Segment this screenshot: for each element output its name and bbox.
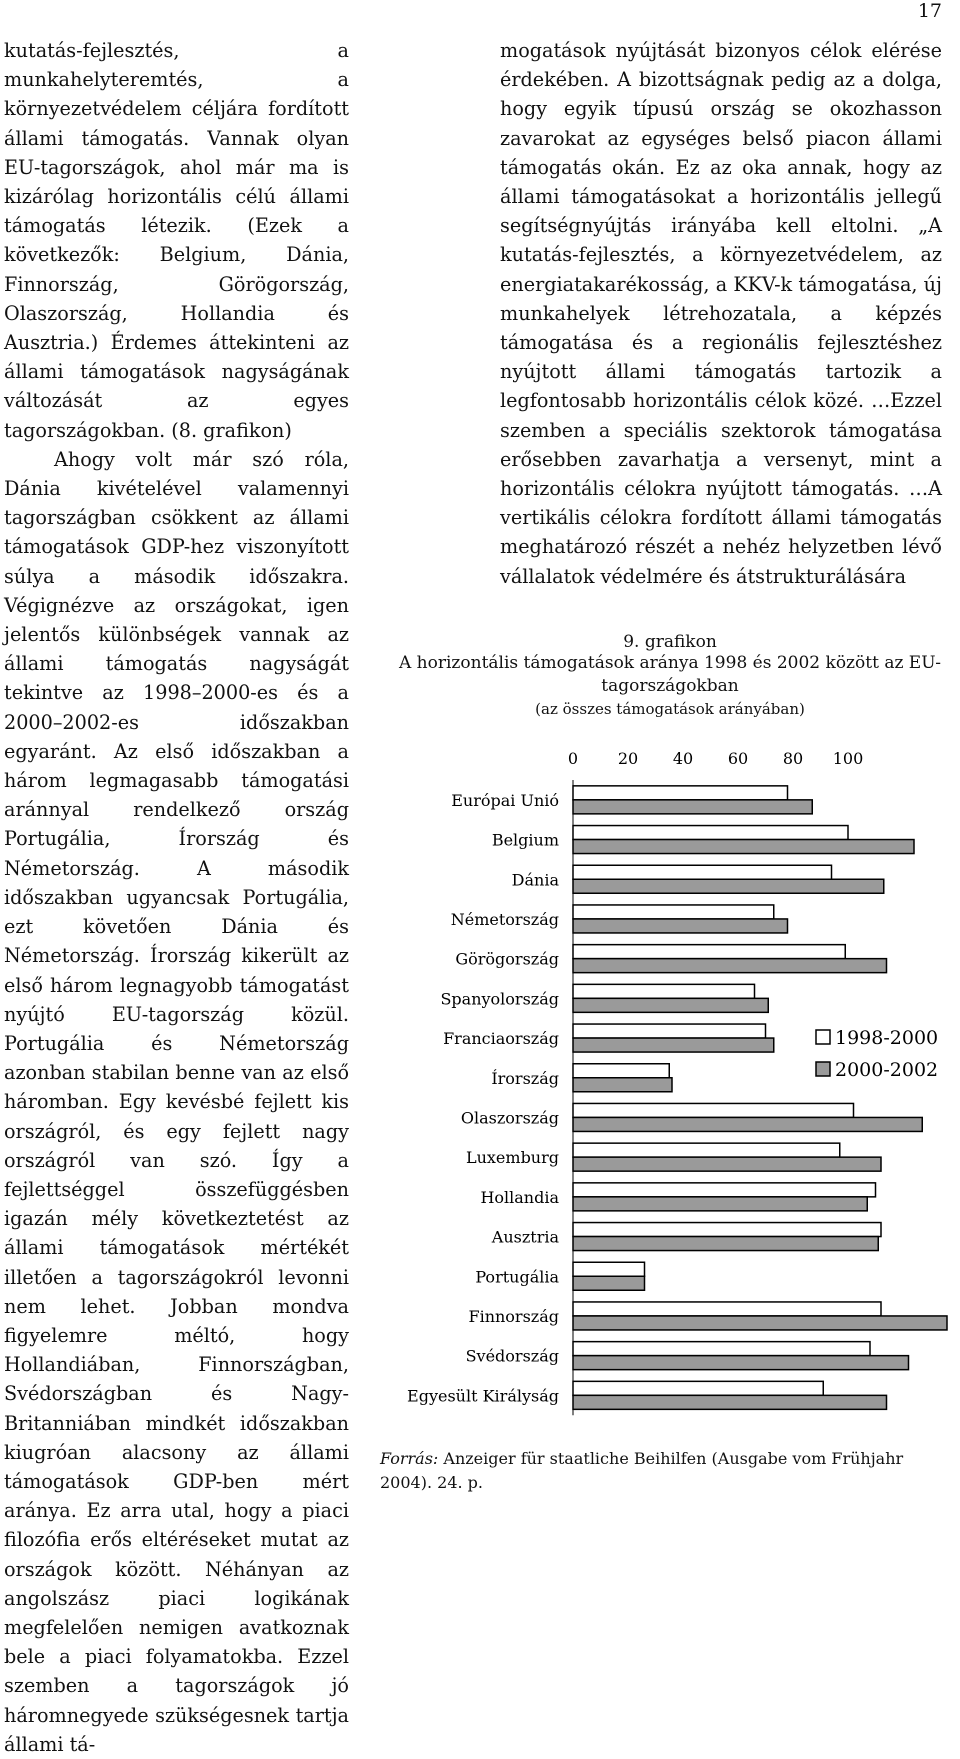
bar-2000-2002 [573, 919, 788, 933]
bar-1998-2000 [573, 905, 774, 919]
left-column [4, 36, 349, 1759]
bar-1998-2000 [573, 1302, 881, 1316]
left-paragraph-2-narrow: ország Portugália, Írország és Németország. A második időszakban ugyancsak Portugália, ezt követően Dánia és Németország. Írország kikerült az első három legnagyobb támogatást nyújtó EU-tagország közül. Portugália és Németország azonban stabilan benne van az első háromban. Egy kevésbé fejlett kis országról, és egy fejlett nagy országról van szó. Így a fejlettséggel összefüggésben igazán mély következtetést az állami támogatások mértékét illetően a tagországokról levonni nem lehet. Jobban mondva figyelemre méltó, hogy Hollandiában, Finnországban, Svédországban és Nagy-Britanniában mindkét időszakban kiugróan alacsony az állami támogatások GDP-ben mért aránya. Ez arra utal, hogy a piaci filozófia erős eltéréseket mutat az országok között. Néhányan az angolszász piaci logikának megfelelően nemigen avatkoznak bele a piaci folyamatokba. Ezzel szemben a tagországok jó háromnegyede szükségesnek tartja állami tá- [4, 798, 349, 1756]
bar-1998-2000 [573, 1381, 823, 1395]
category-label: Franciaország [443, 1029, 559, 1049]
bar-2000-2002 [573, 1316, 947, 1330]
source-label: Forrás: [380, 1449, 439, 1468]
legend-label: 2000-2002 [835, 1059, 939, 1081]
legend-swatch [816, 1062, 830, 1076]
bar-2000-2002 [573, 1356, 909, 1370]
category-label: Spanyolország [440, 989, 559, 1009]
x-tick-label: 0 [567, 749, 579, 768]
left-paragraph-2 [4, 445, 349, 1759]
bar-2000-2002 [573, 840, 914, 854]
bar-2000-2002 [573, 1117, 922, 1131]
bar-1998-2000 [573, 1064, 669, 1078]
bar-1998-2000 [573, 1183, 876, 1197]
bar-1998-2000 [573, 984, 755, 998]
bar-2000-2002 [573, 1038, 774, 1052]
x-tick-label: 80 [782, 749, 804, 768]
category-label: Dánia [511, 870, 559, 890]
bar-2000-2002 [573, 1078, 672, 1092]
category-label: Görögország [455, 949, 559, 969]
bar-2000-2002 [573, 959, 887, 973]
category-label: Svédország [465, 1346, 559, 1366]
figure-title: A horizontális támogatások aránya 1998 és 2002 között az EU-tagországokban [399, 653, 941, 696]
left-paragraph-1: kutatás-fejlesztés, a munkahelyteremtés, a környezetvédelem céljára fordított állami támogatás. Vannak olyan EU-tagországok, ahol már ma is kizárólag horizontális célú állami támogatás létezik. (Ezek a következők: Belgium, Dánia, Finnország, Görögország, Olaszország, Hollandia és Ausztria.) Érdemes áttekinteni az állami támogatások nagyságának változását az egyes tagországokban. (8. grafikon) [4, 39, 349, 442]
category-label: Írország [491, 1068, 559, 1088]
x-tick-label: 60 [727, 749, 749, 768]
bar-2000-2002 [573, 1157, 881, 1171]
category-label: Hollandia [480, 1187, 559, 1207]
bar-1998-2000 [573, 1103, 854, 1117]
x-tick-label: 40 [672, 749, 694, 768]
category-label: Olaszország [460, 1108, 559, 1128]
category-label: Ausztria [491, 1227, 559, 1247]
bar-1998-2000 [573, 1342, 870, 1356]
right-column [500, 36, 942, 591]
bar-1998-2000 [573, 865, 832, 879]
bar-1998-2000 [573, 786, 788, 800]
category-label: Finnország [468, 1306, 559, 1326]
bar-1998-2000 [573, 1024, 766, 1038]
category-label: Németország [450, 909, 559, 929]
category-label: Belgium [491, 830, 559, 850]
category-label: Portugália [475, 1267, 559, 1287]
bar-2000-2002 [573, 1395, 887, 1409]
legend-swatch [816, 1030, 830, 1044]
bar-2000-2002 [573, 800, 812, 814]
bar-1998-2000 [573, 945, 845, 959]
right-paragraph: mogatások nyújtását bizonyos célok elérése érdekében. A bizottságnak pedig az a dolga, hogy egyik típusú ország se okozhasson zavarokat az egységes belső piacon állami támogatás okán. Ez az oka annak, hogy az állami támogatásokat a horizontális jellegű segítségnyújtás irányába kell eltolni. „A kutatás-fejlesztés, a környezetvédelem, az energiatakarékosság, a KKV-k támogatása, új munkahelyek létrehozatala, a képzés támogatása és a regionális fejlesztéshez nyújtott állami támogatás tartozik a legfontosabb horizontális célok közé. …Ezzel szemben a speciális szektorok támogatása erősebben zavarhatja a versenyt, mint a horizontális célokra nyújtott támogatás. …A vertikális célokra fordított állami támogatás meghatározó részét a nehéz helyzetben lévő vállalatok védelmére és átstrukturálására [500, 39, 942, 588]
bar-1998-2000 [573, 1223, 881, 1237]
category-label: Európai Unió [451, 790, 559, 810]
x-tick-label: 100 [832, 749, 864, 768]
legend-label: 1998-2000 [835, 1027, 939, 1049]
x-tick-label: 20 [617, 749, 639, 768]
figure-source [380, 1447, 960, 1495]
figure-number: 9. grafikon [623, 632, 717, 652]
bar-2000-2002 [573, 879, 884, 893]
bar-1998-2000 [573, 1262, 645, 1276]
left-paragraph-2-wide: Ahogy volt már szó róla, Dánia kivételével valamennyi tagországban csökkent az állami támogatások GDP-hez viszonyított súlya a második időszakra. Végignézve az országokat, igen jelentős különbségek vannak az állami támogatás nagyságát tekintve az 1998–2000-es és a 2000–2002-es időszakban egyaránt. Az első időszakban a három legmagasabb támogatási aránnyal rendelkező [4, 447, 349, 822]
bar-1998-2000 [573, 826, 848, 840]
bar-2000-2002 [573, 998, 768, 1012]
category-label: Luxemburg [465, 1148, 559, 1168]
category-label: Egyesült Királyság [407, 1386, 559, 1406]
bar-2000-2002 [573, 1276, 645, 1290]
figure-subtitle: (az összes támogatások arányában) [535, 700, 805, 718]
bar-chart [380, 740, 960, 1440]
bar-2000-2002 [573, 1237, 878, 1251]
page-number: 17 [917, 0, 942, 22]
bar-1998-2000 [573, 1143, 840, 1157]
bar-2000-2002 [573, 1197, 867, 1211]
source-text: Anzeiger für staatliche Beihilfen (Ausgabe vom Frühjahr 2004). 24. p. [380, 1449, 904, 1492]
